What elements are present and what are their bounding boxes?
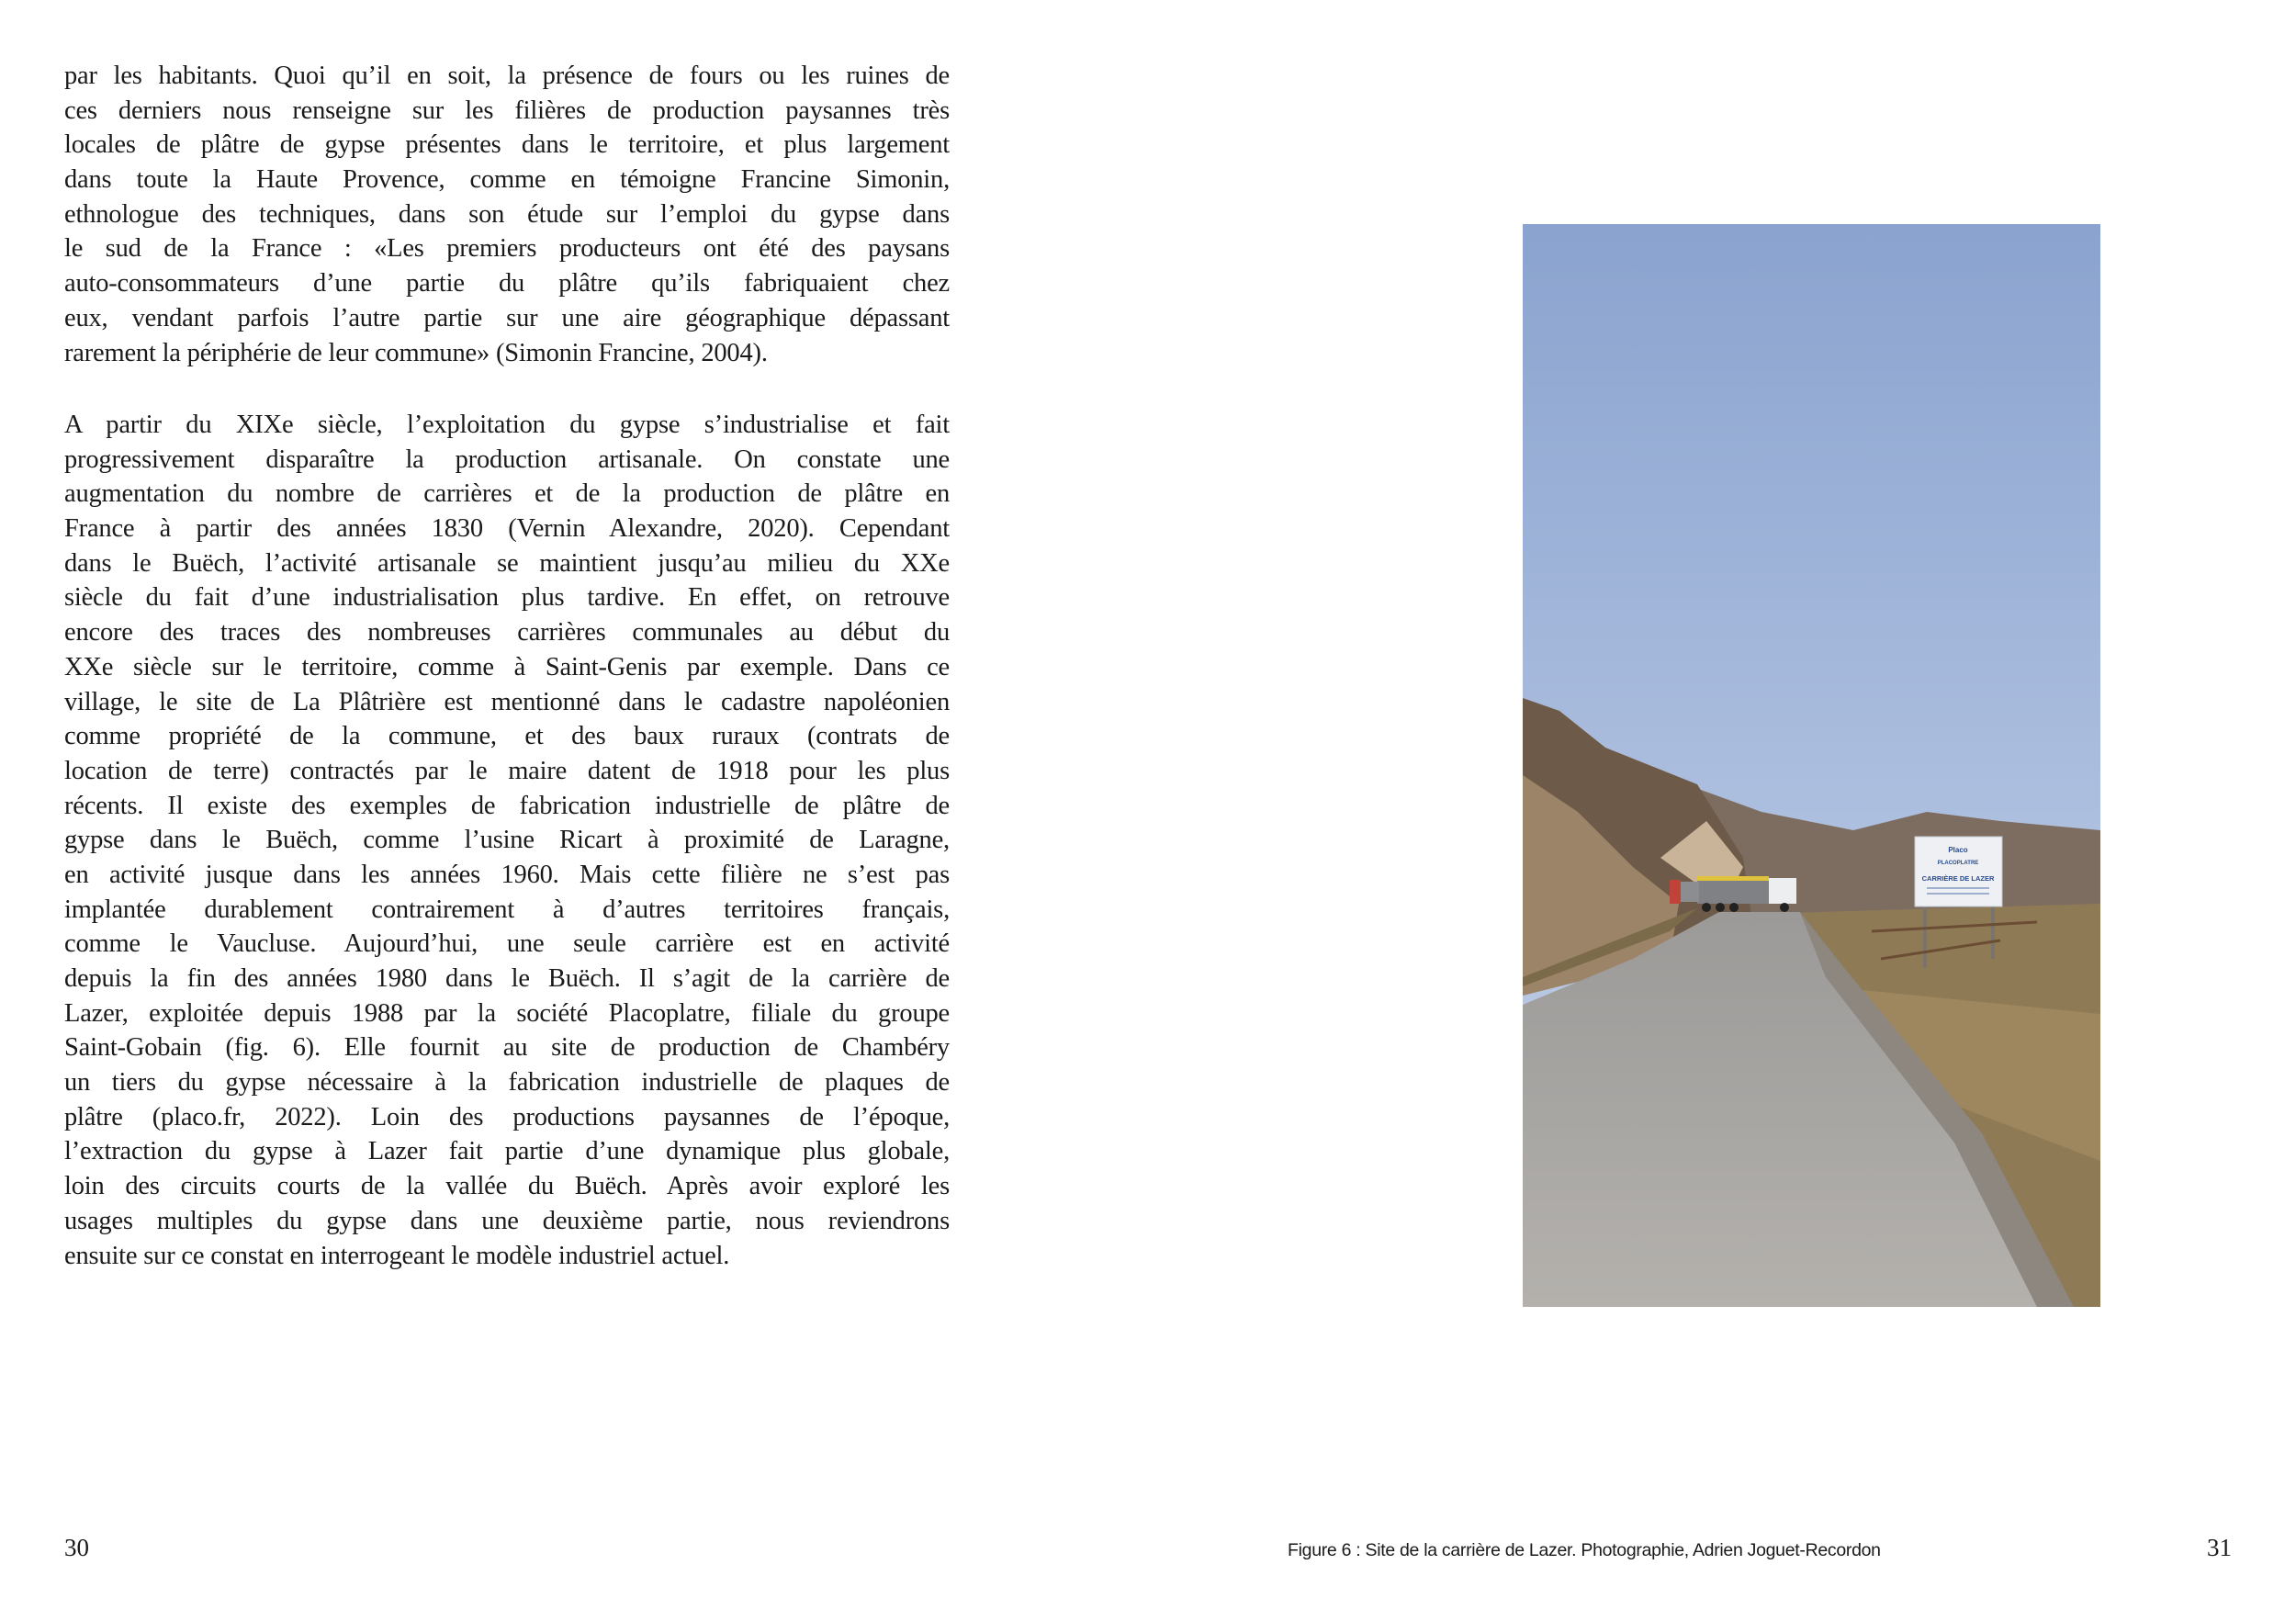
- text-line: eux, vendant parfois l’autre partie sur une aire géographique dépassant: [64, 303, 950, 332]
- text-line: ensuite sur ce constat en interrogeant le modèle industriel actuel.: [64, 1241, 730, 1270]
- paragraph-1: [64, 59, 950, 370]
- text-line: ces derniers nous renseigne sur les filières de production paysannes très: [64, 96, 950, 125]
- text-line: usages multiples du gypse dans une deuxième partie, nous reviendrons: [64, 1206, 950, 1235]
- text-line: France à partir des années 1830 (Vernin Alexandre, 2020). Cependant: [64, 514, 950, 544]
- quarry-photo: [1523, 224, 2100, 1307]
- text-line: location de terre) contractés par le maire datent de 1918 pour les plus: [64, 756, 950, 785]
- text-line: un tiers du gypse nécessaire à la fabrication industrielle de plaques de: [64, 1068, 950, 1098]
- text-line: Saint-Gobain (fig. 6). Elle fournit au site de production de Chambéry: [64, 1033, 950, 1063]
- text-line: locales de plâtre de gypse présentes dans le territoire, et plus largement: [64, 130, 950, 160]
- sign-title-text: CARRIÈRE DE LAZER: [1921, 874, 1995, 883]
- text-line: comme propriété de la commune, et des baux ruraux (contrats de: [64, 722, 950, 751]
- text-line: augmentation du nombre de carrières et de la production de plâtre en: [64, 479, 950, 509]
- text-line: gypse dans le Buëch, comme l’usine Ricart à proximité de Laragne,: [64, 826, 950, 855]
- text-line: en activité jusque dans les années 1960. Mais cette filière ne s’est pas: [64, 860, 950, 889]
- page-number-left: 30: [64, 1534, 89, 1561]
- text-line: rarement la périphérie de leur commune» (Simonin Francine, 2004).: [64, 338, 768, 367]
- sign-brand-text: Placo: [1948, 846, 1968, 854]
- text-line: dans le Buëch, l’activité artisanale se maintient jusqu’au milieu du XXe: [64, 548, 950, 578]
- text-line: implantée durablement contrairement à d’autres territoires français,: [64, 895, 950, 924]
- text-line: progressivement disparaître la production artisanale. On constate une: [64, 445, 950, 474]
- text-line: village, le site de La Plâtrière est mentionné dans le cadastre napoléonien: [64, 687, 950, 716]
- text-line: récents. Il existe des exemples de fabrication industrielle de plâtre de: [64, 791, 950, 820]
- page-number-right: 31: [2207, 1534, 2232, 1561]
- text-line: loin des circuits courts de la vallée du Buëch. Après avoir exploré les: [64, 1172, 950, 1201]
- text-line: dans toute la Haute Provence, comme en témoigne Francine Simonin,: [64, 165, 950, 195]
- text-line: comme le Vaucluse. Aujourd’hui, une seule carrière est en activité: [64, 929, 950, 959]
- text-line: auto-consommateurs d’une partie du plâtre qu’ils fabriquaient chez: [64, 269, 950, 298]
- text-line: encore des traces des nombreuses carrières communales au début du: [64, 618, 950, 647]
- text-line: A partir du XIXe siècle, l’exploitation du gypse s’industrialise et fait: [64, 411, 950, 439]
- text-line: ethnologue des techniques, dans son étude sur l’emploi du gypse dans: [64, 199, 950, 229]
- figure-caption: Figure 6 : Site de la carrière de Lazer. Photographie, Adrien Joguet-Recordon: [1288, 1540, 1881, 1560]
- text-line: le sud de la France : «Les premiers producteurs ont été des paysans: [64, 234, 950, 264]
- text-line: l’extraction du gypse à Lazer fait partie d’une dynamique plus globale,: [64, 1137, 950, 1166]
- text-line: Lazer, exploitée depuis 1988 par la société Placoplatre, filiale du groupe: [64, 998, 950, 1028]
- text-line: plâtre (placo.fr, 2022). Loin des productions paysannes de l’époque,: [64, 1102, 950, 1131]
- paragraph-2: [64, 408, 950, 1273]
- text-line: depuis la fin des années 1980 dans le Buëch. Il s’agit de la carrière de: [64, 964, 950, 993]
- text-line: par les habitants. Quoi qu’il en soit, la présence de fours ou les ruines de: [64, 62, 950, 90]
- text-line: XXe siècle sur le territoire, comme à Saint-Genis par exemple. Dans ce: [64, 652, 950, 681]
- text-line: siècle du fait d’une industrialisation plus tardive. En effet, on retrouve: [64, 583, 950, 613]
- sign-company-text: PLACOPLATRE: [1937, 861, 1979, 866]
